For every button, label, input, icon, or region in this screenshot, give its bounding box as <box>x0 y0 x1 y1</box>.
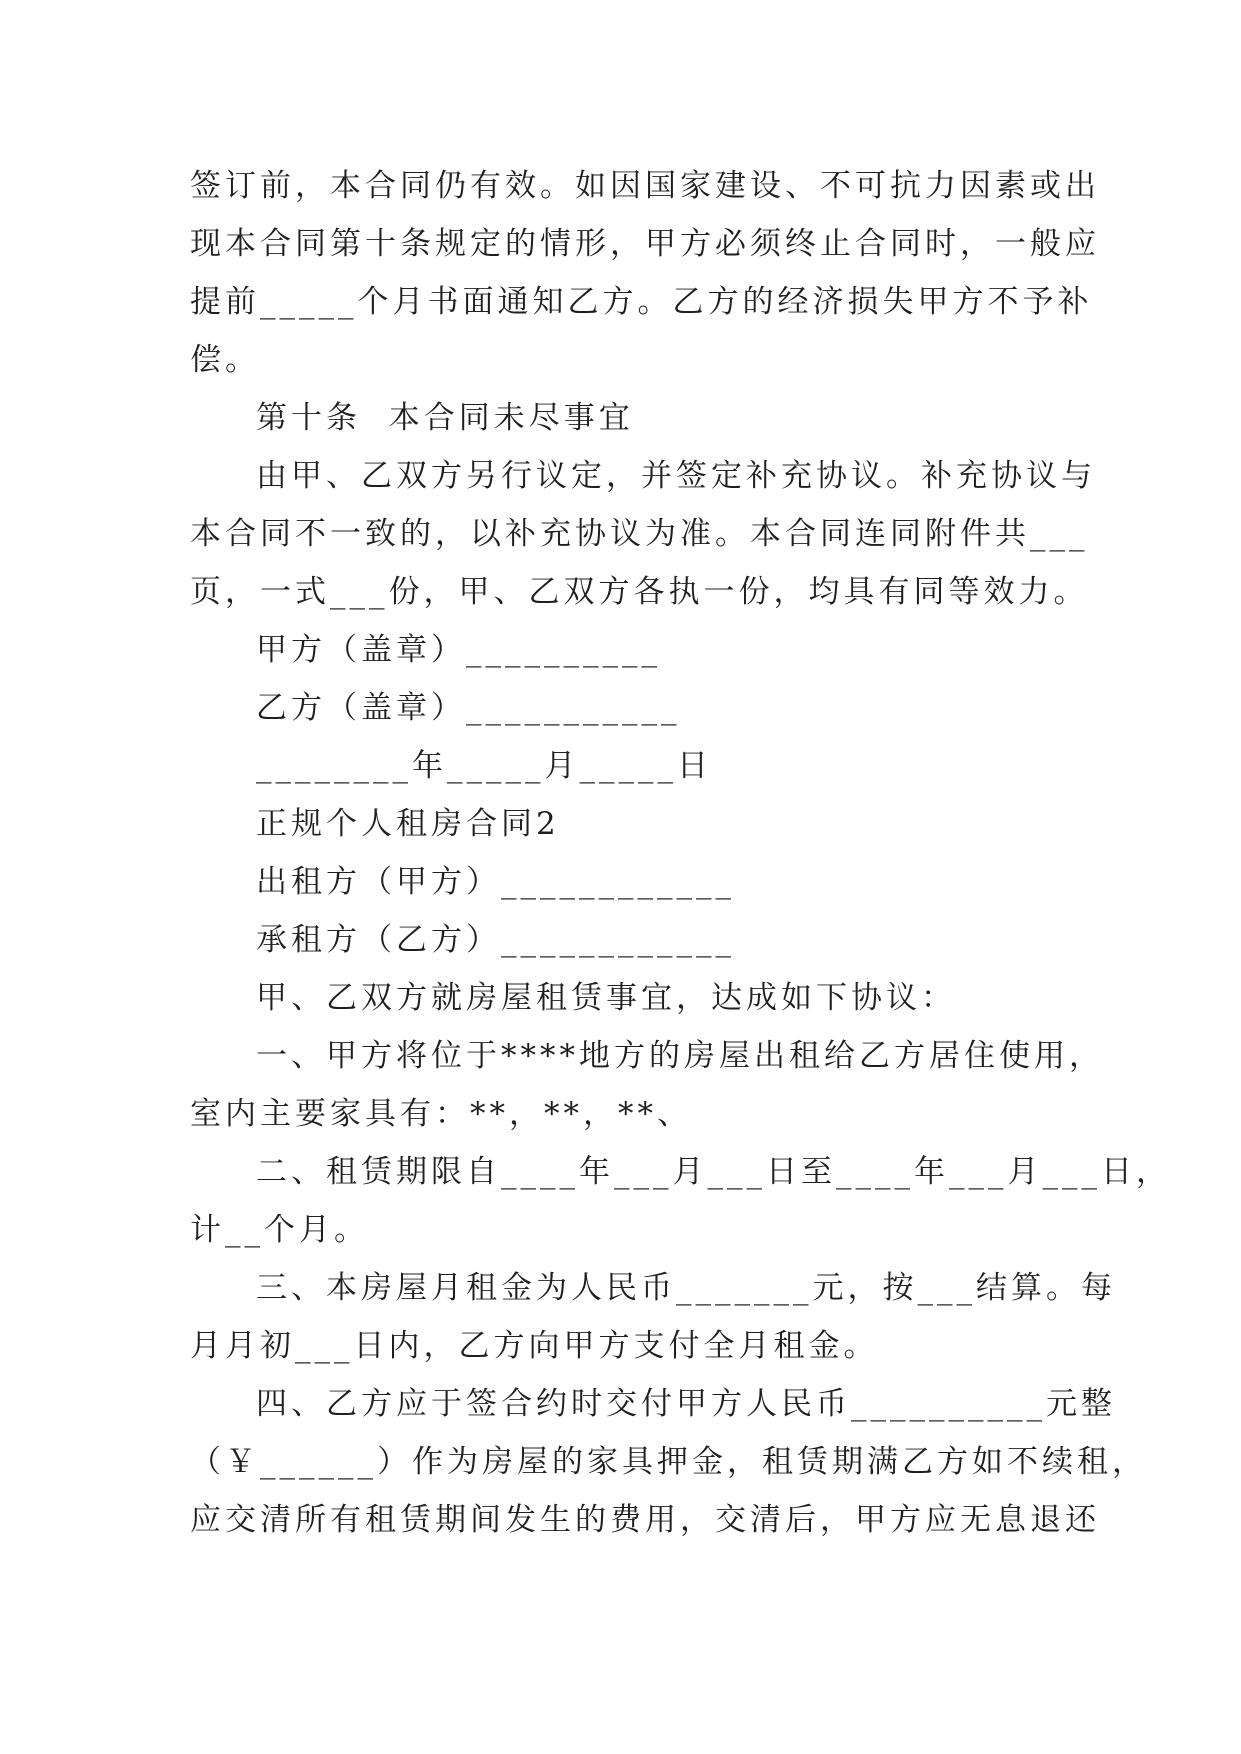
clause-3: 三、本房屋月租金为人民币_______元，按___结算。每 <box>256 1270 1116 1306</box>
text-line: 室内主要家具有：**，**，**、 <box>190 1096 692 1132</box>
party-b-seal-line: 乙方（盖章）___________ <box>256 690 681 726</box>
text-line: 提前_____个月书面通知乙方。乙方的经济损失甲方不予补 <box>190 284 1093 320</box>
text-line: 甲、乙双方就房屋租赁事宜，达成如下协议： <box>256 980 956 1016</box>
contract-text <box>190 157 1171 1549</box>
date-line: ________年_____月_____日 <box>256 748 712 784</box>
text-line: 偿。 <box>190 342 260 378</box>
text-line: 月月初___日内，乙方向甲方支付全月租金。 <box>190 1328 879 1364</box>
text-line: 计__个月。 <box>190 1212 369 1248</box>
text-line: 由甲、乙双方另行议定，并签定补充协议。补充协议与 <box>256 458 1096 494</box>
clause-2: 二、租赁期限自____年___月___日至____年___月___日， <box>256 1154 1171 1190</box>
lessee-line: 承租方（乙方）____________ <box>256 922 735 958</box>
text-line: 签订前，本合同仍有效。如因国家建设、不可抗力因素或出 <box>190 168 1100 204</box>
contract-title: 正规个人租房合同2 <box>256 806 560 842</box>
lessor-line: 出租方（甲方）____________ <box>256 864 735 900</box>
party-a-seal-line: 甲方（盖章）__________ <box>256 632 661 668</box>
article-heading: 第十条 本合同未尽事宜 <box>256 400 634 436</box>
text-line: （￥______）作为房屋的家具押金，租赁期满乙方如不续租， <box>190 1444 1147 1480</box>
text-line: 现本合同第十条规定的情形，甲方必须终止合同时，一般应 <box>190 226 1100 262</box>
clause-1: 一、甲方将位于****地方的房屋出租给乙方居住使用， <box>256 1038 1104 1074</box>
text-line: 应交清所有租赁期间发生的费用，交清后，甲方应无息退还 <box>190 1502 1100 1538</box>
clause-4: 四、乙方应于签合约时交付甲方人民币__________元整 <box>256 1386 1116 1422</box>
text-line: 本合同不一致的，以补充协议为准。本合同连同附件共___ <box>190 516 1089 552</box>
text-line: 页，一式___份，甲、乙双方各执一份，均具有同等效力。 <box>190 574 1089 610</box>
